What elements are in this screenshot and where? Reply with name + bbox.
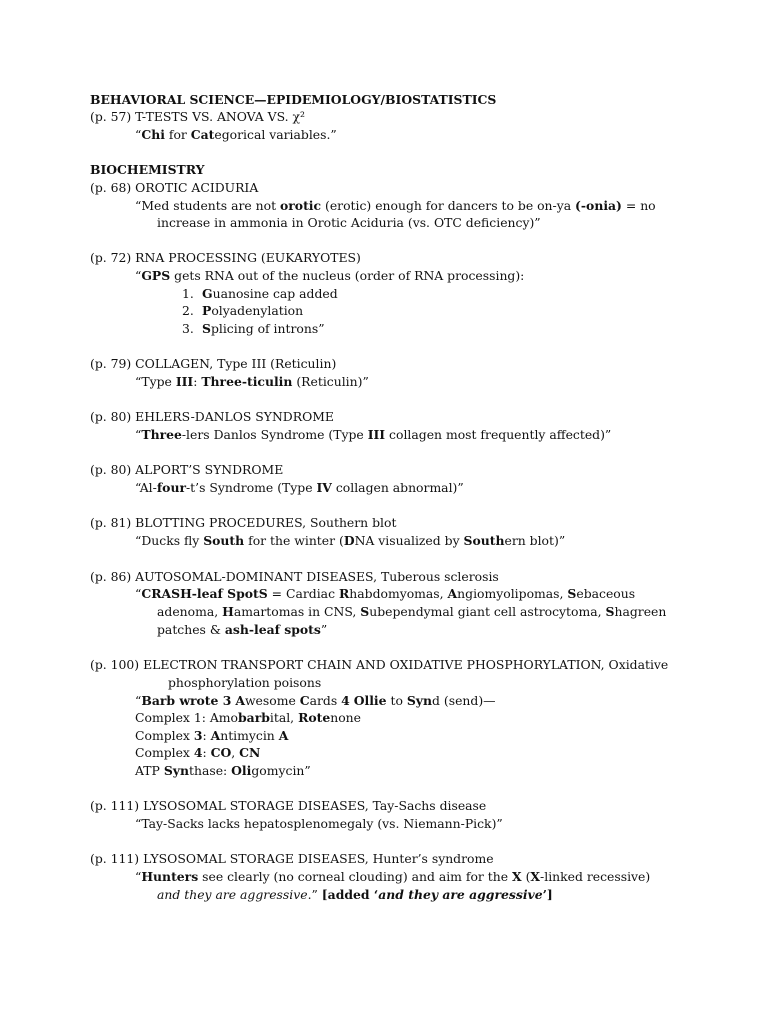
taysachs-mnemonic: “Tay-Sacks lacks hepatosplenomegaly (vs. Niemann-Pick)” xyxy=(135,816,503,831)
rna-list-item: 2. Polyadenylation xyxy=(182,303,304,318)
heading-behavioral-science: BEHAVIORAL SCIENCE—EPIDEMIOLOGY/BIOSTATISTICS xyxy=(90,92,497,107)
orotic-title: (p. 68) OROTIC ACIDURIA xyxy=(90,180,259,195)
tuberous-mnemonic-line3: patches & ash-leaf spots” xyxy=(157,622,328,637)
hunter-title: (p. 111) LYSOSOMAL STORAGE DISEASES, Hunter’s syndrome xyxy=(90,851,494,866)
ehlers-title: (p. 80) EHLERS-DANLOS SYNDROME xyxy=(90,409,334,424)
collagen-mnemonic: “Type III: Three-ticulin (Reticulin)” xyxy=(135,374,369,389)
heading-biochemistry: BIOCHEMISTRY xyxy=(90,162,205,177)
tuberous-title: (p. 86) AUTOSOMAL-DOMINANT DISEASES, Tuberous sclerosis xyxy=(90,569,499,584)
ehlers-mnemonic: “Three-lers Danlos Syndrome (Type III collagen most frequently affected)” xyxy=(135,427,612,442)
hunter-mnemonic-line1: “Hunters see clearly (no corneal clouding) and aim for the X (X-linked recessive) xyxy=(135,869,651,884)
alport-mnemonic: “Al-four-t’s Syndrome (Type IV collagen abnormal)” xyxy=(135,480,464,495)
etc-title-line1: (p. 100) ELECTRON TRANSPORT CHAIN AND OXIDATIVE PHOSPHORYLATION, Oxidative xyxy=(90,657,669,672)
ttest-title: (p. 57) T-TESTS VS. ANOVA VS. χ² xyxy=(90,109,306,124)
etc-atp-synthase-line: ATP Synthase: Oligomycin” xyxy=(135,763,311,778)
rna-title: (p. 72) RNA PROCESSING (EUKARYOTES) xyxy=(90,250,361,265)
collagen-title: (p. 79) COLLAGEN, Type III (Reticulin) xyxy=(90,356,337,371)
rna-list-item: 3. Splicing of introns” xyxy=(182,321,325,336)
tuberous-mnemonic-line2: adenoma, Hamartomas in CNS, Subependymal giant cell astrocytoma, Shagreen xyxy=(157,604,667,619)
orotic-mnemonic-line1: “Med students are not orotic (erotic) enough for dancers to be on-ya (-onia) = no xyxy=(135,198,656,213)
etc-complex3-line: Complex 3: Antimycin A xyxy=(135,728,289,743)
etc-title-line2: phosphorylation poisons xyxy=(168,675,322,690)
blotting-mnemonic: “Ducks fly South for the winter (DNA visualized by Southern blot)” xyxy=(135,533,566,548)
orotic-mnemonic-line2: increase in ammonia in Orotic Aciduria (vs. OTC deficiency)” xyxy=(157,215,541,230)
hunter-mnemonic-line2: and they are aggressive.” [added ‘and they are aggressive’] xyxy=(157,887,553,902)
etc-mnemonic-line1: “Barb wrote 3 Awesome Cards 4 Ollie to Synd (send)— xyxy=(135,693,496,708)
tuberous-mnemonic-line1: “CRASH-leaf SpotS = Cardiac Rhabdomyomas, Angiomyolipomas, Sebaceous xyxy=(135,586,636,601)
rna-mnemonic-line1: “GPS gets RNA out of the nucleus (order of RNA processing): xyxy=(135,268,525,283)
rna-list-item: 1. Guanosine cap added xyxy=(182,286,338,301)
blotting-title: (p. 81) BLOTTING PROCEDURES, Southern blot xyxy=(90,515,397,530)
ttest-mnemonic: “Chi for Categorical variables.” xyxy=(135,127,337,142)
alport-title: (p. 80) ALPORT’S SYNDROME xyxy=(90,462,284,477)
etc-complex4-line: Complex 4: CO, CN xyxy=(135,745,261,760)
taysachs-title: (p. 111) LYSOSOMAL STORAGE DISEASES, Tay-Sachs disease xyxy=(90,798,487,813)
etc-complex1-line: Complex 1: Amobarbital, Rotenone xyxy=(135,710,361,725)
